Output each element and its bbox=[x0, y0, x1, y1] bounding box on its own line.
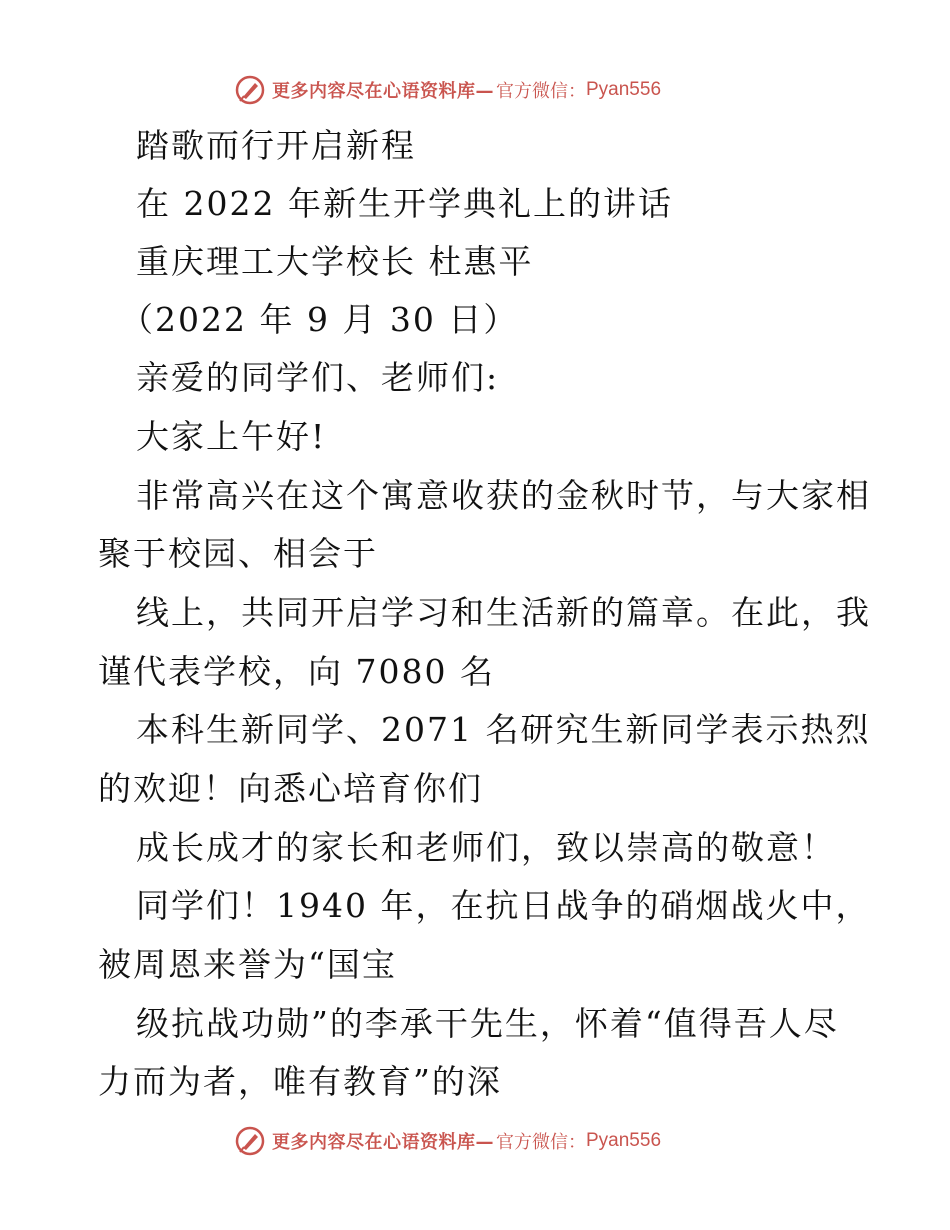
doc-paragraph-line: 成长成才的家长和老师们，致以崇高的敬意！ bbox=[136, 828, 836, 867]
doc-paragraph-line: 力而为者，唯有教育”的深 bbox=[98, 1062, 502, 1101]
doc-paragraph-line: 同学们！1940 年，在抗日战争的硝烟战火中， bbox=[136, 886, 871, 925]
doc-paragraph-line: 级抗战功勋”的李承干先生，怀着“值得吾人尽 bbox=[136, 1004, 839, 1043]
doc-title: 踏歌而行开启新程 bbox=[136, 126, 416, 165]
doc-subtitle: 在 2022 年新生开学典礼上的讲话 bbox=[136, 184, 673, 223]
watermark-wechat-label: 官方微信： bbox=[496, 1132, 586, 1153]
watermark-text: 更多内容尽在心语资料库— bbox=[272, 81, 494, 102]
doc-paragraph-line: 谨代表学校，向 7080 名 bbox=[98, 652, 495, 691]
quill-pen-icon bbox=[234, 1125, 266, 1157]
doc-paragraph-line: 线上，共同开启学习和生活新的篇章。在此，我 bbox=[136, 593, 871, 632]
watermark-wechat-id: Pyan556 bbox=[586, 1130, 662, 1151]
doc-author: 重庆理工大学校长 杜惠平 bbox=[136, 242, 534, 281]
watermark-text: 更多内容尽在心语资料库— bbox=[272, 1132, 494, 1153]
doc-paragraph-line: 本科生新同学、2071 名研究生新同学表示热烈 bbox=[136, 710, 871, 749]
doc-date: （2022 年 9 月 30 日） bbox=[120, 300, 519, 339]
watermark-wechat-id: Pyan556 bbox=[586, 79, 662, 100]
doc-paragraph-line: 非常高兴在这个寓意收获的金秋时节，与大家相 bbox=[136, 476, 871, 515]
footer-watermark bbox=[234, 1124, 661, 1158]
doc-paragraph-line: 被周恩来誉为“国宝 bbox=[98, 945, 397, 984]
doc-paragraph-line: 的欢迎！向悉心培育你们 bbox=[98, 769, 483, 808]
doc-greeting: 亲爱的同学们、老师们: bbox=[136, 358, 500, 397]
watermark-wechat-label: 官方微信： bbox=[496, 81, 586, 102]
doc-paragraph-line: 聚于校园、相会于 bbox=[98, 534, 378, 573]
doc-paragraph-line: 大家上午好! bbox=[136, 417, 327, 456]
